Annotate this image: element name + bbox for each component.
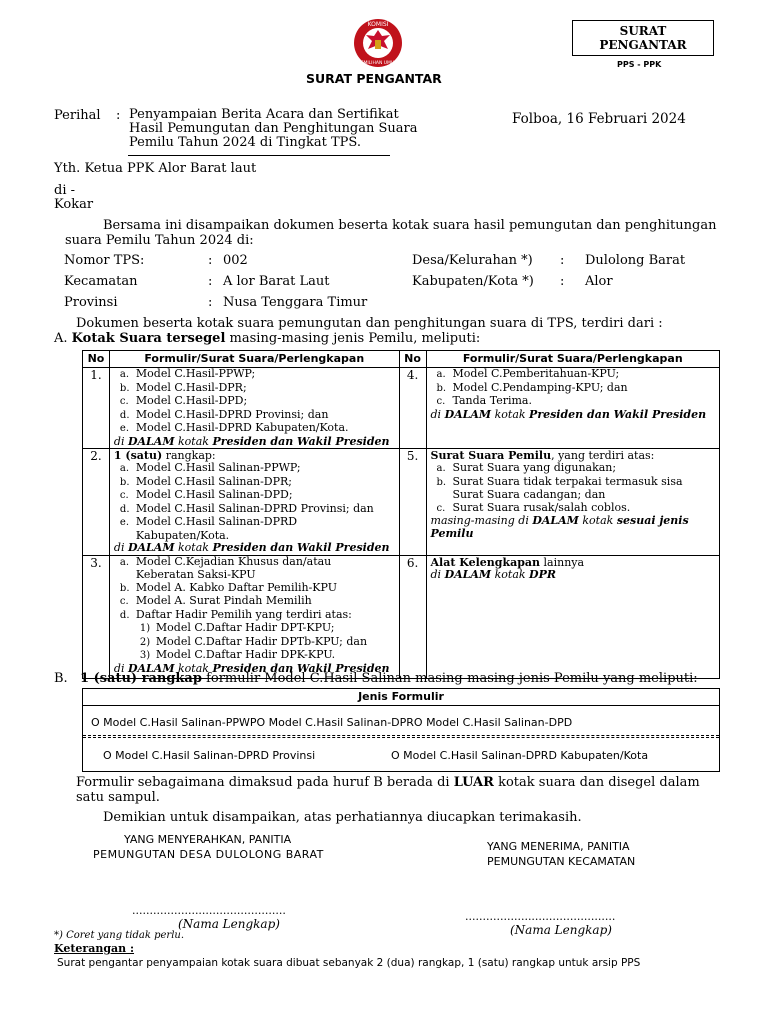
list-text: Model C.Hasil-DPD; [135,394,248,407]
addressee-place: Kokar [54,197,94,212]
box-note: di DALAM kotak Presiden dan Wakil Presiden [113,434,390,448]
list-text: Model C.Hasil Salinan-DPR; [135,474,293,488]
row-number: 2. [83,449,110,556]
list-item [114,382,395,396]
perihal-line3: Pemilu Tahun 2024 di Tingkat TPS. [129,135,361,150]
table-row [83,449,720,556]
list-marker: 3) [139,650,151,661]
page-title: SURAT PENGANTAR [306,71,442,86]
table-row [83,555,720,678]
row-number: 3. [83,555,110,678]
desa-colon: : [560,253,565,268]
list-marker: b. [119,582,130,594]
list-item [114,368,395,382]
luar-paragraph: Formulir sebagaimana dimaksud pada huruf B berada di LUAR kotak suara dan disegel dalam [76,775,700,790]
luar-line2: satu sampul. [76,790,160,805]
list-marker: b. [436,476,447,488]
keterangan-label: Keterangan : [54,942,135,955]
list-marker: a. [119,463,130,474]
list-marker: d. [119,409,130,421]
list-text: Model C.Daftar Hadir DPTb-KPU; dan [155,634,368,648]
perihal-line1: Penyampaian Berita Acara dan Sertifikat [129,107,399,122]
col-header-no-right: No [399,351,426,368]
footnote: *) Coret yang tidak perlu. [54,930,185,941]
list-item [114,409,395,423]
section-b-letter: B. [54,671,68,686]
list-marker: c. [436,502,446,514]
desa-label: Desa/Kelurahan *) [412,253,533,268]
list-text: Surat Suara yang digunakan; [452,461,617,474]
perihal-line2: Hasil Pemungutan dan Penghitungan Suara [129,121,418,136]
box-note: masing-masing di DALAM kotak sesuai jenis [430,514,689,527]
section-a [54,331,480,346]
perihal-underline [128,155,390,156]
list-item [114,582,395,596]
list-text: Model C.Hasil Salinan-PPWP; [135,461,301,474]
kpu-logo-icon [346,16,410,68]
sign-left-line2: PEMUNGUTAN DESA DULOLONG BARAT [93,848,324,861]
addressee-yth: Yth. Ketua PPK Alor Barat laut [54,161,257,176]
list-text: Model C.Hasil Salinan-DPRD Provinsi; dan [135,501,374,515]
table-cell [109,555,399,678]
list-marker: a. [436,369,446,380]
list-item [114,422,395,436]
box-note: di DALAM kotak Presiden dan Wakil Presiden [113,541,390,554]
section-a-rest: masing-masing jenis Pemilu, meliputi: [225,331,481,346]
list-item [134,636,395,650]
jenis-formulir-header: Jenis Formulir [83,689,719,706]
kec-label: Kecamatan [64,274,138,289]
list-item [431,502,715,516]
desa-value: Dulolong Barat [585,253,686,268]
list-text: Model C.Pendamping-KPU; dan [452,380,628,394]
list-marker: a. [436,463,446,474]
list-text: Surat Suara tidak terpakai termasuk sisa [452,474,683,488]
items-table [82,350,720,679]
row-number: 5. [399,449,426,556]
kec-value: A lor Barat Laut [223,274,330,289]
document-type-box [572,20,714,56]
svg-text:KOMISI: KOMISI [367,21,389,28]
list-item: Kabupaten/Kota. [135,528,230,542]
kab-colon: : [560,274,565,289]
perihal-text [129,108,418,150]
cell-heading: Surat Suara Pemilu, yang terdiri atas: [430,449,655,462]
col-header-form-left: Formulir/Surat Suara/Perlengkapan [109,351,399,368]
sign-left-line1: YANG MENYERAHKAN, PANITIA [124,833,292,846]
list-marker: 2) [139,636,151,648]
addressee-di: di - [54,183,76,198]
sign-right-line: ........................................... [465,910,616,923]
list-marker: 1) [139,623,151,634]
list-text: Model A. Kabko Daftar Pemilih-KPU [135,580,337,594]
perihal-colon: : [116,108,121,123]
list-item: Surat Suara cadangan; dan [452,488,606,501]
list-text: Model C.Daftar Hadir DPK-KPU. [155,648,336,661]
box-note: Pemilu [430,526,474,540]
list-marker: c. [436,396,446,407]
list-marker: b. [436,382,447,394]
list-marker: e. [119,517,130,528]
list-item [431,382,715,396]
list-text: Tanda Terima. [452,394,532,407]
list-marker: c. [119,596,129,607]
box-note: di DALAM kotak Presiden dan Wakil Presiden [113,661,390,675]
list-text: Surat Suara rusak/salah coblos. [452,500,631,514]
perihal-label: Perihal [54,108,101,123]
keterangan-text: Surat pengantar penyampaian kotak suara dibuat sebanyak 2 (dua) rangkap, 1 (satu) rangkap untuk arsip PPS [57,957,641,969]
list-item [134,649,395,663]
sign-right-line2: PEMUNGUTAN KECAMATAN [487,855,636,868]
sign-left-name: (Nama Lengkap) [178,917,280,931]
list-text: Model A. Surat Pindah Memilih [135,594,312,607]
list-item [114,595,395,609]
list-text: Model C.Hasil-PPWP; [135,367,256,380]
list-marker: c. [119,396,129,407]
list-marker: a. [119,556,130,568]
list-text: Model C.Hasil-DPRD Kabupaten/Kota. [135,421,349,434]
jenis-formulir-box [82,688,720,772]
list-text: Model C.Hasil Salinan-DPD; [135,488,293,501]
tps-label: Nomor TPS: [64,253,145,268]
section-b-bold: 1 (satu) rangkap [80,671,202,686]
closing-text: Demikian untuk disampaikan, atas perhatiannya diucapkan terimakasih. [103,810,582,825]
list-text: Daftar Hadir Pemilih yang terdiri atas: [135,607,352,621]
list-item [114,395,395,409]
list-marker: e. [119,423,130,434]
list-marker: c. [119,490,129,501]
prov-colon: : [208,295,213,310]
list-item [431,395,715,409]
list-item [114,609,395,623]
list-item [114,476,395,490]
list-marker: b. [119,476,130,488]
col-header-form-right: Formulir/Surat Suara/Perlengkapan [426,351,719,368]
list-item [114,489,395,503]
row-number: 6. [399,555,426,678]
kec-colon: : [208,274,213,289]
intro-line1: Bersama ini disampaikan dokumen beserta kotak suara hasil pemungutan dan penghitungan [103,218,717,233]
section-b [54,671,68,686]
list-marker: d. [119,503,130,515]
list-text: Model C.Daftar Hadir DPT-KPU; [155,621,335,634]
list-item [114,556,395,570]
sign-right-line1: YANG MENERIMA, PANITIA [487,840,630,853]
table-header-row [83,351,720,368]
table-cell [426,555,719,678]
tps-colon: : [208,253,213,268]
list-marker: d. [119,609,130,621]
row-number: 4. [399,368,426,449]
list-text: Model C.Pemberitahuan-KPU; [452,367,620,380]
form-option-kabupaten: O Model C.Hasil Salinan-DPRD Kabupaten/Kota [391,749,649,762]
box-subtitle: PPS - PPK [617,60,662,69]
section-a-letter: A. [54,331,68,346]
list-marker: a. [119,369,130,380]
table-row [83,368,720,449]
form-option-row1: O Model C.Hasil Salinan-PPWPO Model C.Hasil Salinan-DPRO Model C.Hasil Salinan-DPD [91,716,573,729]
kab-value: Alor [585,274,613,289]
form-option-provinsi: O Model C.Hasil Salinan-DPRD Provinsi [103,749,316,762]
list-marker: b. [119,382,130,394]
cell-heading: Alat Kelengkapan lainnya [430,555,585,569]
table-cell [109,368,399,449]
prov-value: Nusa Tenggara Timur [223,295,368,310]
table-cell [109,449,399,556]
list-item [114,516,395,530]
sign-right-name: (Nama Lengkap) [510,923,612,937]
list-item [134,622,395,636]
table-cell [426,368,719,449]
section-b-rest: formulir Model C.Hasil Salinan masing-masing jenis Pemilu yang meliputi: [201,671,698,686]
tps-value: 002 [223,253,248,268]
col-header-no-left: No [83,351,110,368]
section-b-text [80,671,698,686]
row-number: 1. [83,368,110,449]
docs-intro: Dokumen beserta kotak suara pemungutan dan penghitungan suara di TPS, terdiri dari : [76,316,663,331]
intro-line2: suara Pemilu Tahun 2024 di: [65,233,254,248]
list-item [114,503,395,517]
section-a-bold: Kotak Suara tersegel [71,331,226,346]
table-cell [426,449,719,556]
sign-left-line: ............................................ [132,904,286,917]
list-item [431,476,715,490]
place-date: Folboa, 16 Februari 2024 [512,111,686,127]
prov-label: Provinsi [64,295,118,310]
list-text: Model C.Hasil-DPR; [135,380,247,394]
list-text: Model C.Kejadian Khusus dan/atau [135,554,332,568]
list-item [431,368,715,382]
list-item [431,462,715,476]
list-item [114,462,395,476]
box-note: di DALAM kotak DPR [430,567,556,581]
cell-heading: 1 (satu) rangkap: [113,449,216,462]
divider [83,737,719,738]
box-line1: SURAT [619,24,667,38]
divider [83,735,719,736]
kab-label: Kabupaten/Kota *) [412,274,534,289]
svg-text:PEMILIHAN UMUM: PEMILIHAN UMUM [357,61,399,66]
box-line2: PENGANTAR [599,38,687,52]
list-text: Model C.Hasil-DPRD Provinsi; dan [135,407,329,421]
box-note: di DALAM kotak Presiden dan Wakil Presiden [430,407,707,421]
list-text: Model C.Hasil Salinan-DPRD [135,515,298,528]
list-item: Keberatan Saksi-KPU [135,568,256,581]
